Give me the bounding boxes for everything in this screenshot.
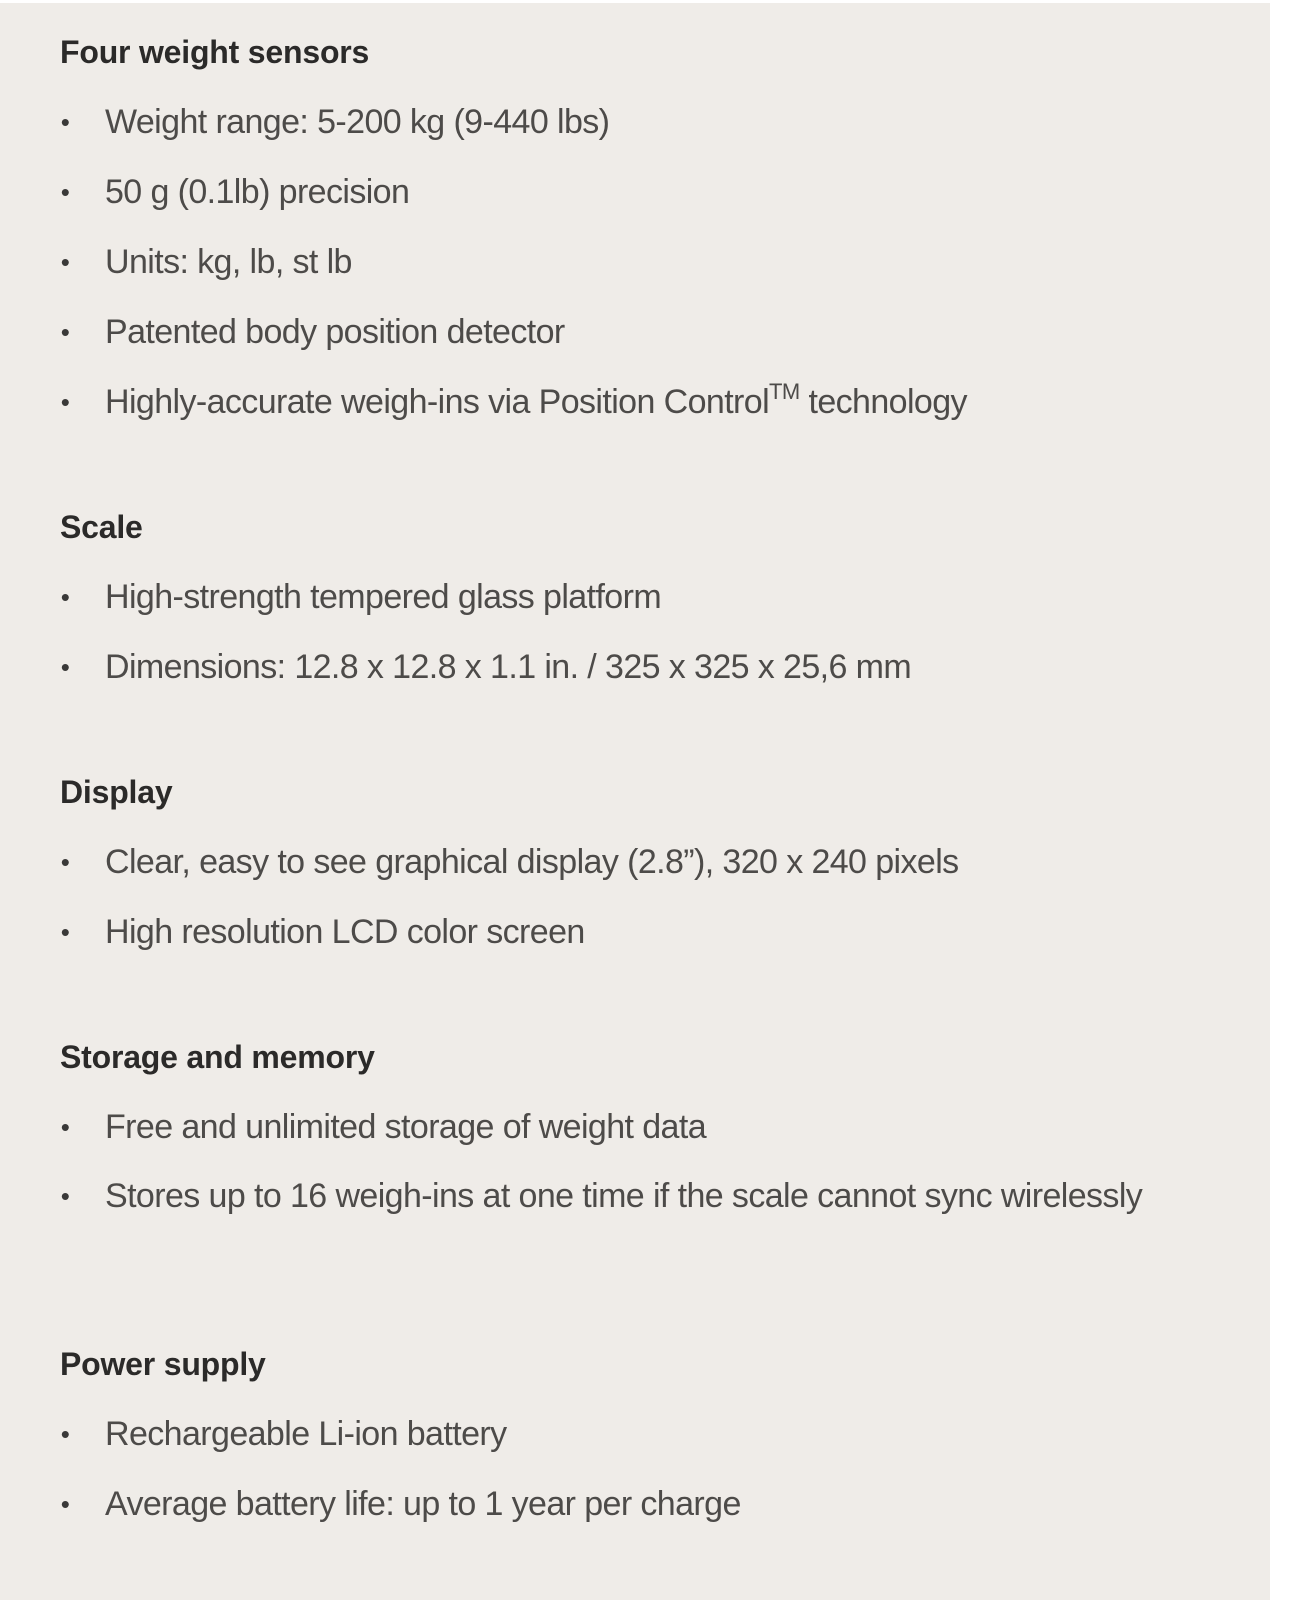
list-item: • Average battery life: up to 1 year per charge xyxy=(60,1485,741,1523)
list-item: • Patented body position detector xyxy=(60,313,565,351)
bullet-icon: • xyxy=(60,582,70,612)
section-power-supply xyxy=(60,1344,1240,1524)
list-item: • 50 g (0.1lb) precision xyxy=(60,173,410,211)
section-heading: Four weight sensors xyxy=(60,34,370,70)
list-item: • Units: kg, lb, st lb xyxy=(60,243,352,281)
spec-list xyxy=(60,102,1240,422)
list-item: • Clear, easy to see graphical display (2.8”), 320 x 240 pixels xyxy=(60,843,959,881)
spec-list xyxy=(60,577,1240,687)
spec-list xyxy=(60,1414,1240,1524)
list-item: • Rechargeable Li-ion battery xyxy=(60,1415,507,1453)
section-scale xyxy=(60,507,1240,687)
trademark-superscript: TM xyxy=(769,379,800,404)
bullet-icon: • xyxy=(60,247,70,277)
section-display xyxy=(60,772,1240,952)
bullet-icon: • xyxy=(60,1181,70,1211)
bullet-icon: • xyxy=(60,917,70,947)
bullet-icon: • xyxy=(60,652,70,682)
section-four-weight-sensors xyxy=(60,32,1240,422)
section-heading: Display xyxy=(60,774,173,810)
bullet-icon: • xyxy=(60,107,70,137)
bullet-icon: • xyxy=(60,317,70,347)
list-item: • Stores up to 16 weigh-ins at one time if the scale cannot sync wirelessly xyxy=(60,1177,1143,1215)
list-item: • High resolution LCD color screen xyxy=(60,913,585,951)
section-storage-and-memory xyxy=(60,1037,1240,1215)
section-heading: Power supply xyxy=(60,1346,266,1382)
list-item: • Dimensions: 12.8 x 12.8 x 1.1 in. / 325 x 325 x 25,6 mm xyxy=(60,648,912,686)
list-item: • Free and unlimited storage of weight data xyxy=(60,1108,706,1146)
bullet-icon: • xyxy=(60,1419,70,1449)
list-item: • Highly-accurate weigh-ins via Position Control™ technology xyxy=(60,379,967,421)
bullet-icon: • xyxy=(60,847,70,877)
bullet-icon: • xyxy=(60,177,70,207)
section-heading: Storage and memory xyxy=(60,1039,375,1075)
list-item: • High-strength tempered glass platform xyxy=(60,578,662,616)
bullet-icon: • xyxy=(60,387,70,417)
list-item: • Weight range: 5-200 kg (9-440 lbs) xyxy=(60,103,610,141)
spec-list xyxy=(60,1107,1240,1215)
section-heading: Scale xyxy=(60,509,143,545)
spec-sheet-panel xyxy=(0,3,1270,1600)
bullet-icon: • xyxy=(60,1489,70,1519)
spec-list xyxy=(60,842,1240,952)
bullet-icon: • xyxy=(60,1112,70,1142)
